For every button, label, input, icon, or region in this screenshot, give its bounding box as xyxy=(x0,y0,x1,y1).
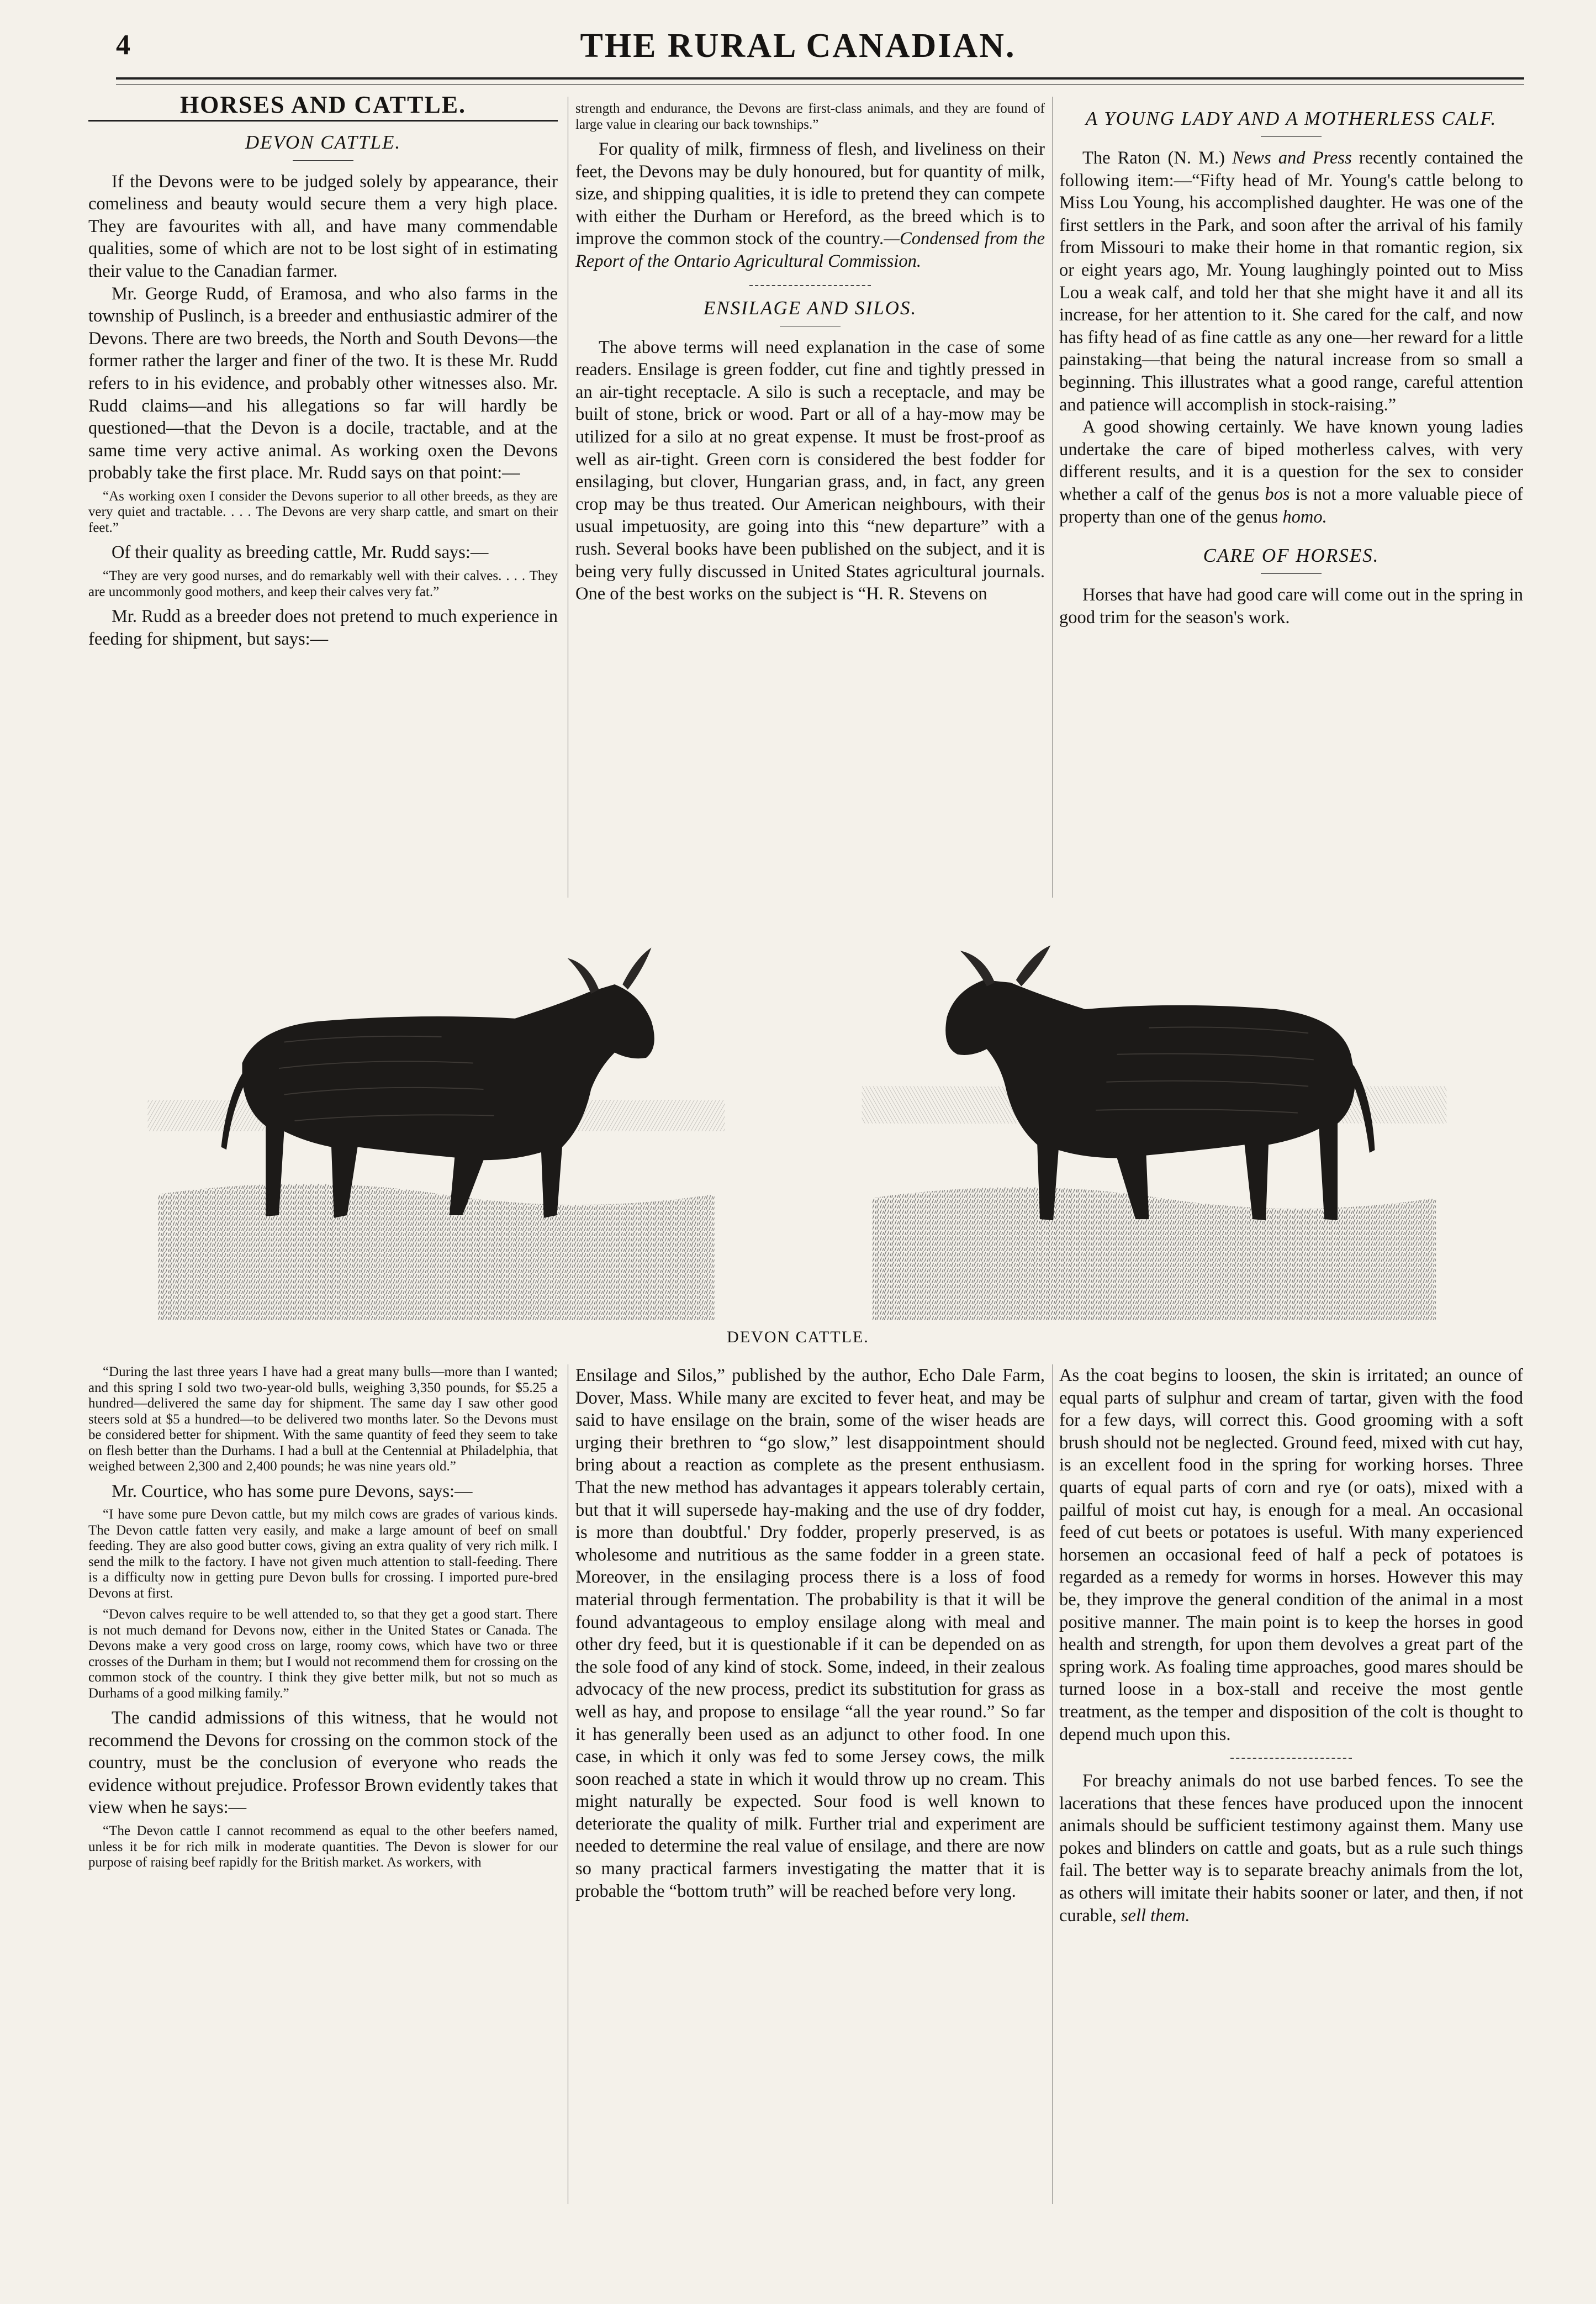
masthead-rule xyxy=(116,77,1524,80)
paragraph: Of their quality as breeding cattle, Mr. Rudd says:— xyxy=(112,542,489,563)
figure-caption: DEVON CATTLE. xyxy=(727,1328,869,1346)
quotation: “The Devon cattle I cannot recommend as equal to the other beefers named, unless it be for rich milk in moderate quantities. The Devon is slower for our purpose of raising beef rapidly for the British market. As workers, with xyxy=(88,1823,558,1870)
paragraph: A good showing certainly. We have known young ladies undertake the care of biped motherless calves, with very different results, and it is a question for the sex to consider whether a calf of the genus bos is not a more valuable piece of property than one of the genus homo. xyxy=(1059,417,1524,527)
column-5 xyxy=(575,1364,1045,1902)
article-title-care-of-horses: CARE OF HORSES. xyxy=(1203,545,1380,567)
source-credit: —Condensed from the Report of the Ontario Agricultural Commission. xyxy=(575,229,1045,271)
paragraph: Mr. George Rudd, of Eramosa, and who also farms in the township of Puslinch, is a breeder and enthusiastic admirer of the Devons. There are two breeds, the North and South Devons—the former rather the larger and finer of the two. It is these Mr. Rudd refers to in his evidence, and probably other witnesses also. Mr. Rudd claims—and his allegations so far will hardly be questioned—that the Devon is a docile, tractable, and at the same time very active animal. As working oxen the Devons probably take the first place. Mr. Rudd says on that point:— xyxy=(88,283,558,483)
devon-cattle-engraving-right xyxy=(850,895,1458,1320)
quotation-continued: strength and endurance, the Devons are first-class animals, and they are found of large value in clearing our back townships.” xyxy=(575,101,1045,132)
article-title-ensilage: ENSILAGE AND SILOS. xyxy=(703,297,917,319)
column-1 xyxy=(88,91,558,650)
paragraph: For breachy animals do not use barbed fences. To see the lacerations that these fences have produced upon the innocent animals should be sufficient testimony against them. Many use pokes and blinders on cattle and goats, but as a rule such things fail. The better way is to separate breachy animals from the lot, as others will imitate their habits sooner or later, and then, if not curable, sell them. xyxy=(1059,1771,1523,1926)
quotation: “They are very good nurses, and do remarkably well with their calves. . . . They are uncommonly good mothers, and keep their calves very fat.” xyxy=(88,568,558,599)
quotation: “Devon calves require to be well attended to, so that they get a good start. There is not much demand for Devons now, either in the United States or Canada. The Devons make a very good cross on large, roomy cows, which have two or three crosses of the Durham in them; but I would not recommend them for crossing on the common stock of the country. I think they give better milk, but not so much as Durhams of a good milking family.” xyxy=(88,1607,558,1701)
paragraph: As the coat begins to loosen, the skin is irritated; an ounce of equal parts of sulphur and cream of tartar, given with the food for a few days, will correct this. Good grooming with a soft brush should not be neglected. Ground feed, mixed with cut hay, is an excellent food in the spring for working horses. Three quarts of equal parts of corn and rye (or oats), mixed with a pailful of moist cut hay, is enough for a meal. An occasional feed of cut beets or potatoes is useful. With many experienced horsemen an occasional feed of half a peck of potatoes is regarded as a remedy for worms in horses. However this may be, they improve the general condition of the animal in a most positive manner. The main point is to keep the horses in good health and strength, for upon them devolves a great part of the spring work. As foaling time approaches, good mares should be turned loose in a box-stall and receive the most gentle treatment, as the temper and disposition of the colt is thought to depend much upon this. xyxy=(1059,1365,1523,1744)
article-title-devon-cattle: DEVON CATTLE. xyxy=(245,131,401,153)
quotation: “I have some pure Devon cattle, but my milch cows are grades of various kinds. The Devon cattle fatten very easily, and make a large amount of beef on small feeding. They are also good butter cows, giving an extra quality of very rich milk. I send the milk to the factory. I have not given much attention to stall-feeding. There is a difficulty now in getting pure Devon bulls for crossing. I imported pure-bred Devons at first. xyxy=(88,1507,558,1601)
divider xyxy=(1230,1758,1352,1759)
paragraph: Mr. Rudd as a breeder does not pretend to much experience in feeding for shipment, but says:— xyxy=(88,607,558,649)
divider xyxy=(1261,136,1322,137)
column-2 xyxy=(575,97,1045,605)
newspaper-title: THE RURAL CANADIAN. xyxy=(580,27,1016,65)
article-title-young-lady: A YOUNG LADY AND A MOTHERLESS CALF. xyxy=(1085,108,1497,129)
paragraph: The above terms will need explanation in the case of some readers. Ensilage is green fodder, cut fine and tightly pressed in an air-tight receptacle. A silo is such a receptacle, and may be built of stone, brick or wood. Part or all of a hay-mow may be utilized for a silo at no great expense. It must be frost-proof as well as air-tight. Green corn is considered the best fodder for ensilaging, but clover, Hungarian grass, and, in fact, any green crop may be thus treated. Our American neighbours, with their usual impetuosity, are going into this “new departure” with a rush. Several books have been published on the subject, and it is being very fully discussed in United States agricultural journals. One of the best works on the subject is “H. R. Stevens on xyxy=(575,337,1045,604)
paragraph: Ensilage and Silos,” published by the author, Echo Dale Farm, Dover, Mass. While many are excited to fever heat, and may be said to have ensilage on the brain, some of the wiser heads are urging their brethren to “go slow,” lest disappointment should bring about a reaction as complete as the present enthusiasm. That the new method has advantages it appears tolerably certain, but that it will supersede hay-making and the use of dry fodder, is more than doubtful.' Dry fodder, properly preserved, is as wholesome and nutritious as the same fodder in a green state. Moreover, in the ensilaging process there is a loss of food material through fermentation. The probability is that it will be found advantageous to employ ensilage along with meal and other dry feed, but it is questionable if it can be depended on as the sole food of any kind of stock. Some, indeed, in their zealous advocacy of the new process, predict its substitution for grass as well as hay, and propose to ensilage “all the year round.” So far it has generally been used as an adjunct to other food. In one case, in which it only was fed to some Jersey cows, the milk soon reached a state in which it would throw up no cream. This might naturally be expected. Sour food is well known to deteriorate the quality of milk. Further trial and experiment are needed to determine the real value of ensilage, and there are now so many practical farmers investigating the matter that it is probable the “bottom truth” will be reached before very long. xyxy=(575,1365,1045,1901)
divider xyxy=(293,160,353,161)
paragraph: The candid admissions of this witness, that he would not recommend the Devons for crossing on the common stock of the country, must be the conclusion of everyone who reads the evidence without prejudice. Professor Brown evidently takes that view when he says:— xyxy=(88,1708,558,1818)
quotation: “As working oxen I consider the Devons superior to all other breeds, as they are very quiet and tractable. . . . The Devons are very sharp cattle, and smart on their feet.” xyxy=(88,488,558,535)
paragraph: Mr. Courtice, who has some pure Devons, says:— xyxy=(112,1481,473,1501)
devon-cattle-engraving-left xyxy=(133,900,740,1320)
paragraph: The Raton (N. M.) News and Press recently contained the following item:—“Fifty head of Mr. Young's cattle belong to Miss Lou Young, his accomplished daughter. He was one of the first settlers in the Park, and soon after the arrival of his family from Missouri to make their home in that romantic region, six or eight years ago, Mr. Young laughingly pointed out to Miss Lou a weak calf, and told her that she might have it and all its increase, for her attention to it. She cared for the calf, and now has fifty head of as fine cattle as any one—her reward for a little painstaking—that being the natural increase from so small a beginning. This illustrates what a good range, careful attention and patience will accomplish in stock-raising.” xyxy=(1059,148,1523,415)
column-6 xyxy=(1059,1364,1523,1927)
section-title: HORSES AND CATTLE. xyxy=(88,94,558,122)
paragraph: Horses that have had good care will come out in the spring in good trim for the season's work. xyxy=(1059,585,1523,628)
column-3 xyxy=(1059,108,1523,629)
paragraph: For quality of milk, firmness of flesh, and liveliness on their feet, the Devons may be duly honoured, but for quantity of milk, size, and shipping qualities, it is idle to pretend they can compete with either the Durham or Hereford, as the breed which is to improve the common stock of the country.—Condensed from the Report of the Ontario Agricultural Commission. xyxy=(575,139,1045,271)
paragraph: If the Devons were to be judged solely by appearance, their comeliness and beauty would secure them a very high place. They are favourites with all, and have many commendable qualities, some of which are not to be lost sight of in estimating their value to the Canadian farmer. xyxy=(88,171,558,281)
divider xyxy=(1261,573,1322,574)
masthead-rule-thin xyxy=(116,84,1524,85)
quotation: “During the last three years I have had a great many bulls—more than I wanted; and this spring I sold two two-year-old bulls, weighing 3,350 pounds, for $5.25 a hundred—delivered the same day for shipment. The same day I saw other good steers sold at $5 a hundred—to be delivered two months later. So the Devons must be considered better for shipment. With the same quantity of feed they seem to take on flesh better than the Durhams. I had a bull at the Centennial at Philadelphia, that weighed between 2,300 and 2,400 pounds; he was nine years old.” xyxy=(88,1364,558,1474)
divider xyxy=(749,285,871,286)
page-number: 4 xyxy=(116,29,130,61)
column-4 xyxy=(88,1364,558,1876)
